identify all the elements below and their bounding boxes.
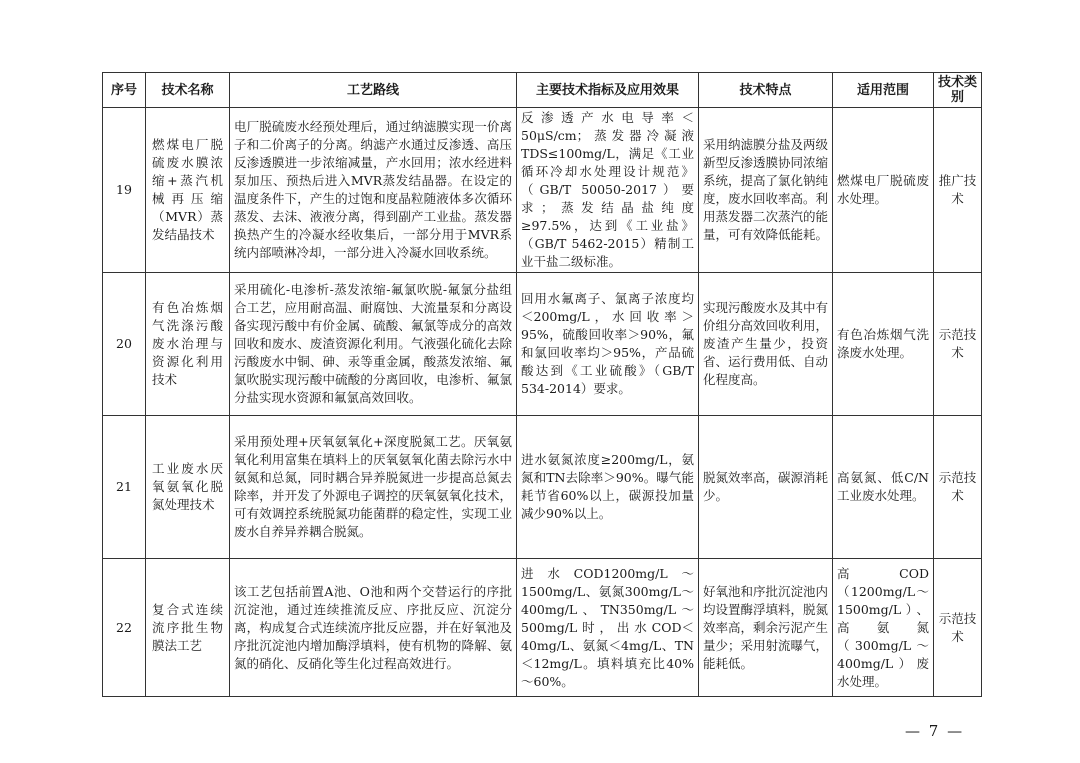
row-scope: 高COD（1200mg/L～1500mg/L）、高氨氮（300mg/L～400mg/L）废水处理。 bbox=[833, 559, 934, 697]
row-no: 19 bbox=[103, 108, 146, 273]
row-indicators: 反渗透产水电导率＜50μS/cm；蒸发器冷凝液TDS≤100mg/L，满足《工业循环冷却水处理设计规范》（GB/T 50050-2017）要求；蒸发结晶盐纯度≥97.5%，达到《工业盐》（GB/T 5462-2015）精制工业干盐二级标准。 bbox=[517, 108, 699, 273]
page-number: — 7 — bbox=[905, 722, 965, 740]
row-process: 采用硫化-电渗析-蒸发浓缩-氟氯吹脱-氟氯分盐组合工艺，应用耐高温、耐腐蚀、大流量泵和分离设备实现污酸中有价金属、硫酸、氟氯等成分的高效回收和废水、废渣资源化利用。气液强化硫化去除污酸废水中铜、砷、汞等重金属，酸蒸发浓缩、氟氯吹脱实现污酸中硫酸的分离回收，电渗析、氟氯分盐实现水资源和氟氯高效回收。 bbox=[230, 273, 517, 416]
table-header bbox=[103, 73, 982, 108]
row-tech-name: 工业废水厌氧氨氧化脱氮处理技术 bbox=[146, 416, 230, 559]
row-category: 推广技术 bbox=[934, 108, 982, 273]
row-features: 实现污酸废水及其中有价组分高效回收利用，废渣产生量少，投资省、运行费用低、自动化程度高。 bbox=[699, 273, 833, 416]
row-scope: 燃煤电厂脱硫废水处理。 bbox=[833, 108, 934, 273]
table-row bbox=[103, 273, 982, 416]
header-scope: 适用范围 bbox=[833, 73, 934, 108]
row-features: 好氧池和序批沉淀池内均设置酶浮填料，脱氮效率高，剩余污泥产生量少；采用射流曝气，能耗低。 bbox=[699, 559, 833, 697]
row-indicators: 回用水氟离子、氯离子浓度均＜200mg/L，水回收率＞95%，硫酸回收率＞90%，氟和氯回收率均＞95%，产品硫酸达到《工业硫酸》（GB/T 534-2014）要求。 bbox=[517, 273, 699, 416]
row-scope: 高氨氮、低C/N工业废水处理。 bbox=[833, 416, 934, 559]
row-category: 示范技术 bbox=[934, 416, 982, 559]
header-name: 技术名称 bbox=[146, 73, 230, 108]
row-scope: 有色冶炼烟气洗涤废水处理。 bbox=[833, 273, 934, 416]
tech-catalog-table bbox=[102, 72, 982, 697]
table-row bbox=[103, 559, 982, 697]
row-tech-name: 复合式连续流序批生物膜法工艺 bbox=[146, 559, 230, 697]
header-row bbox=[103, 73, 982, 108]
tech-table-container bbox=[102, 72, 981, 697]
row-no: 20 bbox=[103, 273, 146, 416]
row-features: 采用纳滤膜分盐及两级新型反渗透膜协同浓缩系统，提高了氯化钠纯度，废水回收率高。利用蒸发器二次蒸汽的能量，可有效降低能耗。 bbox=[699, 108, 833, 273]
row-tech-name: 燃煤电厂脱硫废水膜浓缩+蒸汽机械再压缩（MVR）蒸发结晶技术 bbox=[146, 108, 230, 273]
row-features: 脱氮效率高，碳源消耗少。 bbox=[699, 416, 833, 559]
header-no: 序号 bbox=[103, 73, 146, 108]
header-process: 工艺路线 bbox=[230, 73, 517, 108]
row-indicators: 进水氨氮浓度≥200mg/L，氨氮和TN去除率＞90%。曝气能耗节省60%以上，碳源投加量减少90%以上。 bbox=[517, 416, 699, 559]
table-row bbox=[103, 416, 982, 559]
row-no: 22 bbox=[103, 559, 146, 697]
row-process: 电厂脱硫废水经预处理后，通过纳滤膜实现一价离子和二价离子的分离。纳滤产水通过反渗透、高压反渗透膜进一步浓缩减量，产水回用；浓水经进料泵加压、预热后进入MVR蒸发结晶器。在设定的温度条件下，产生的过饱和度晶粒随液体多次循环蒸发、去沫、液液分离，得到副产工业盐。蒸发器换热产生的冷凝水经收集后，一部分用于MVR系统内部喷淋冷却，一部分进入冷凝水回收系统。 bbox=[230, 108, 517, 273]
table-row bbox=[103, 108, 982, 273]
header-category: 技术类别 bbox=[934, 73, 982, 108]
header-indicators: 主要技术指标及应用效果 bbox=[517, 73, 699, 108]
header-features: 技术特点 bbox=[699, 73, 833, 108]
row-category: 示范技术 bbox=[934, 559, 982, 697]
row-process: 该工艺包括前置A池、O池和两个交替运行的序批沉淀池，通过连续推流反应、序批反应、沉淀分离，构成复合式连续流序批反应器，并在好氧池及序批沉淀池内增加酶浮填料，使有机物的降解、氨氮的硝化、反硝化等生化过程高效进行。 bbox=[230, 559, 517, 697]
row-process: 采用预处理+厌氧氨氧化+深度脱氮工艺。厌氧氨氧化利用富集在填料上的厌氧氨氧化菌去除污水中氨氮和总氮，同时耦合异养脱氮进一步提高总氮去除率，并开发了外源电子调控的厌氧氨氧化技术，可有效调控系统脱氮功能菌群的稳定性，实现工业废水自养异养耦合脱氮。 bbox=[230, 416, 517, 559]
row-category: 示范技术 bbox=[934, 273, 982, 416]
row-no: 21 bbox=[103, 416, 146, 559]
row-tech-name: 有色冶炼烟气洗涤污酸废水治理与资源化利用技术 bbox=[146, 273, 230, 416]
row-indicators: 进水COD1200mg/L～1500mg/L、氨氮300mg/L～400mg/L、TN350mg/L～500mg/L时，出水COD＜40mg/L、氨氮＜4mg/L、TN＜12mg/L。填料填充比40%～60%。 bbox=[517, 559, 699, 697]
